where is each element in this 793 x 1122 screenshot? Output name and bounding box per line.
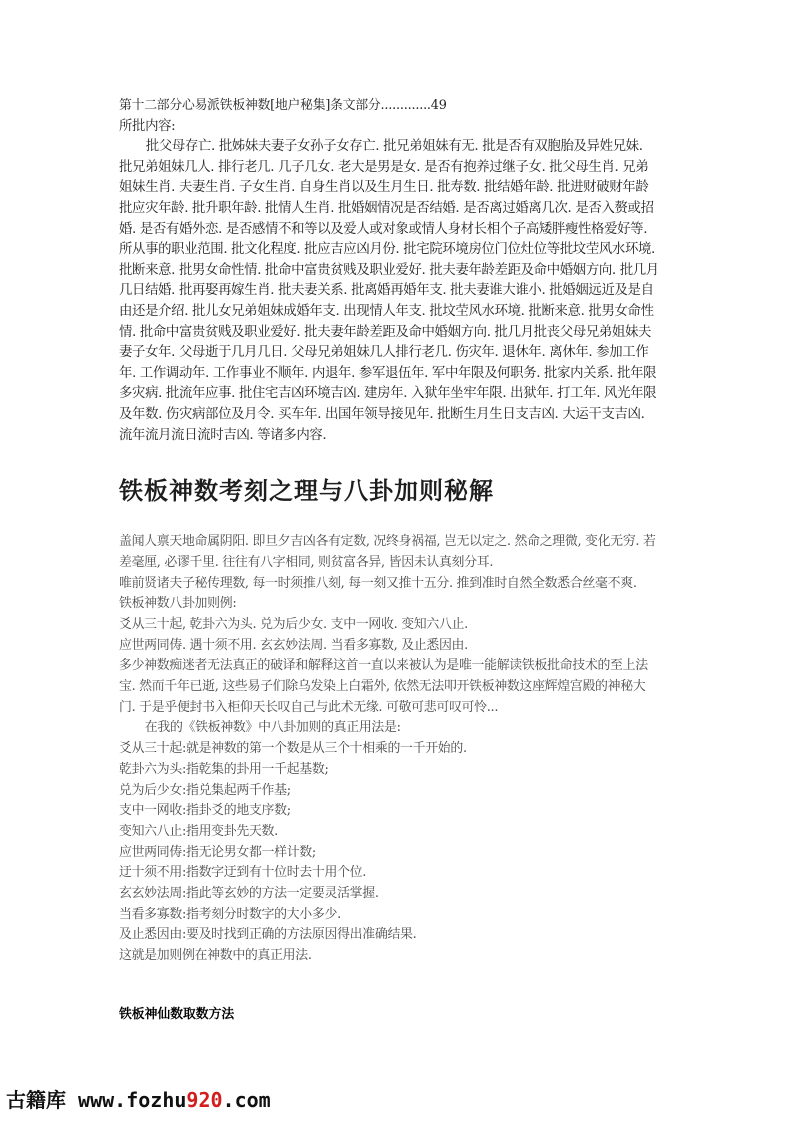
body-line: 爻从三十起:就是神数的第一个数是从三个十相乘的一千开始的. [119, 741, 467, 757]
body-line: 多少神数痴迷者无法真正的破译和解释这首一直以来被认为是唯一能解读铁板批命技术的至上法宝. 然而千年已逝, 这些易子们除乌发染上白霜外, 依然无法叩开铁板神数这座辉煌宫殿的神秘大门. 于是乎便封书入柜仰天长叹自己与此术无缘. 可敬可悲可叹可怜... [119, 658, 648, 715]
body-line: 盖闻人禀天地命属阴阳. 即旦夕吉凶各有定数, 况终身祸福, 岂无以定之. 然命之理微, 变化无穷. 若差毫厘, 必谬千里. 往往有八字相同, 则贫富各异, 皆因未认真刻分耳. [119, 534, 656, 570]
footer-url-number: 920 [186, 1088, 223, 1112]
body-line: 支中一网收:指卦爻的地支序数; [119, 803, 291, 819]
body-line: 应世两同俦:指无论男女都一样计数; [119, 844, 316, 860]
content-paragraph: 批父母存亡. 批姊妹夫妻子女孙子女存亡. 批兄弟姐妹有无. 批是否有双胞胎及异姓兄妹. 批兄弟姐妹几人. 排行老几. 几子几女. 老大是男是女. 是否有抱养过继子女. 批父母生肖. 兄弟姐妹生肖. 夫妻生肖. 子女生肖. 自身生肖以及生月生日. 批寿数. 批结婚年龄. 批进财破财年龄批应灾年龄. 批升职年龄. 批情人生肖. 批婚姻情况是否结婚. 是否离过婚离几次. 是否入赘或招婚. 是否有婚外恋. 是否感情不和等以及爱人或对象或情人身材长相个子高矮胖瘦性格爱好等. 所从事的职业范围. 批文化程度. 批应吉应凶月份. 批宅院环境房位门位灶位等批坟茔风水环境. 批断来意. 批男女命性情. 批命中富贵贫贱及职业爱好. 批夫妻年龄差距及命中婚姻方向. 批几月几日结婚. 批再娶再嫁生肖. 批夫妻关系. 批离婚再婚年支. 批夫妻谁大谁小. 批婚姻远近及是自由还是介绍. 批儿女兄弟姐妹成婚年支. 出现情人年支. 批坟茔风水环境. 批断来意. 批男女命性情. 批命中富贵贫贱及职业爱好. 批夫妻年龄差距及命中婚姻方向. 批几月批丧父母兄弟姐妹夫妻子女年. 父母逝于几月几日. 父母兄弟姐妹几人排行老几. 伤灾年. 退休年. 离休年. 参加工作年. 工作调动年. 工作事业不顺年. 内退年. 参军退伍年. 军中年限及何职务. 批家内关系. 批年限多灾病. 批流年应事. 批住宅吉凶环境吉凶. 建房年. 入狱年坐牢年限. 出狱年. 打工年. 风光年限及年数. 伤灾病部位及月令. 买车年. 出国年领导接见年. 批断生月生日支吉凶. 大运干支吉凶. 流年流月流日流时吉凶. 等诸多内容. [119, 139, 659, 443]
body-line: 爻从三十起, 乾卦六为头. 兑为后少女. 支中一网收. 变知六八止. [119, 616, 468, 632]
subheading: 铁板神仙数取数方法 [119, 1006, 235, 1022]
body-line: 变知六八止:指用变卦先天数. [119, 823, 278, 839]
body-line: 唯前贤诸夫子秘传理数, 每一时须推八刻, 每一刻又推十五分. 推到准时自然全数悉合丝毫不爽. [119, 575, 637, 591]
toc-entry: 第十二部分心易派铁板神数[地户秘集]条文部分.............49 [119, 98, 447, 113]
body-line: 这就是加则例在神数中的真正用法. [119, 948, 312, 964]
section-heading: 铁板神数考刻之理与八卦加则秘解 [119, 477, 494, 506]
body-line: 玄玄妙法周:指此等玄妙的方法一定要灵活掌握. [119, 886, 379, 902]
footer-url-suffix: .com [222, 1088, 271, 1112]
footer-watermark [6, 1084, 271, 1113]
body-line: 当看多寡数:指考刻分时数字的大小多少. [119, 906, 341, 922]
footer-site-name: 古籍库 [6, 1088, 66, 1112]
body-line: 乾卦六为头:指乾集的卦用一千起基数; [119, 761, 329, 777]
body-line: 应世两同俦. 遇十须不用. 玄玄妙法周. 当看多寡数, 及止悉因由. [119, 637, 468, 653]
body-line: 迂十须不用:指数字迂到有十位时去十用个位. [119, 865, 367, 881]
body-line: 兑为后少女:指兑集起两千作基; [119, 782, 291, 798]
body-line: 铁板神数八卦加则例: [119, 596, 237, 612]
document-body [119, 96, 659, 1022]
body-line: 及止悉因由:要及时找到正确的方法原因得出准确结果. [119, 927, 417, 943]
body-line: 在我的《铁板神数》中八卦加则的真正用法是: [144, 720, 401, 736]
footer-url-prefix: www.fozhu [78, 1088, 187, 1112]
intro-label: 所批内容: [119, 118, 176, 134]
